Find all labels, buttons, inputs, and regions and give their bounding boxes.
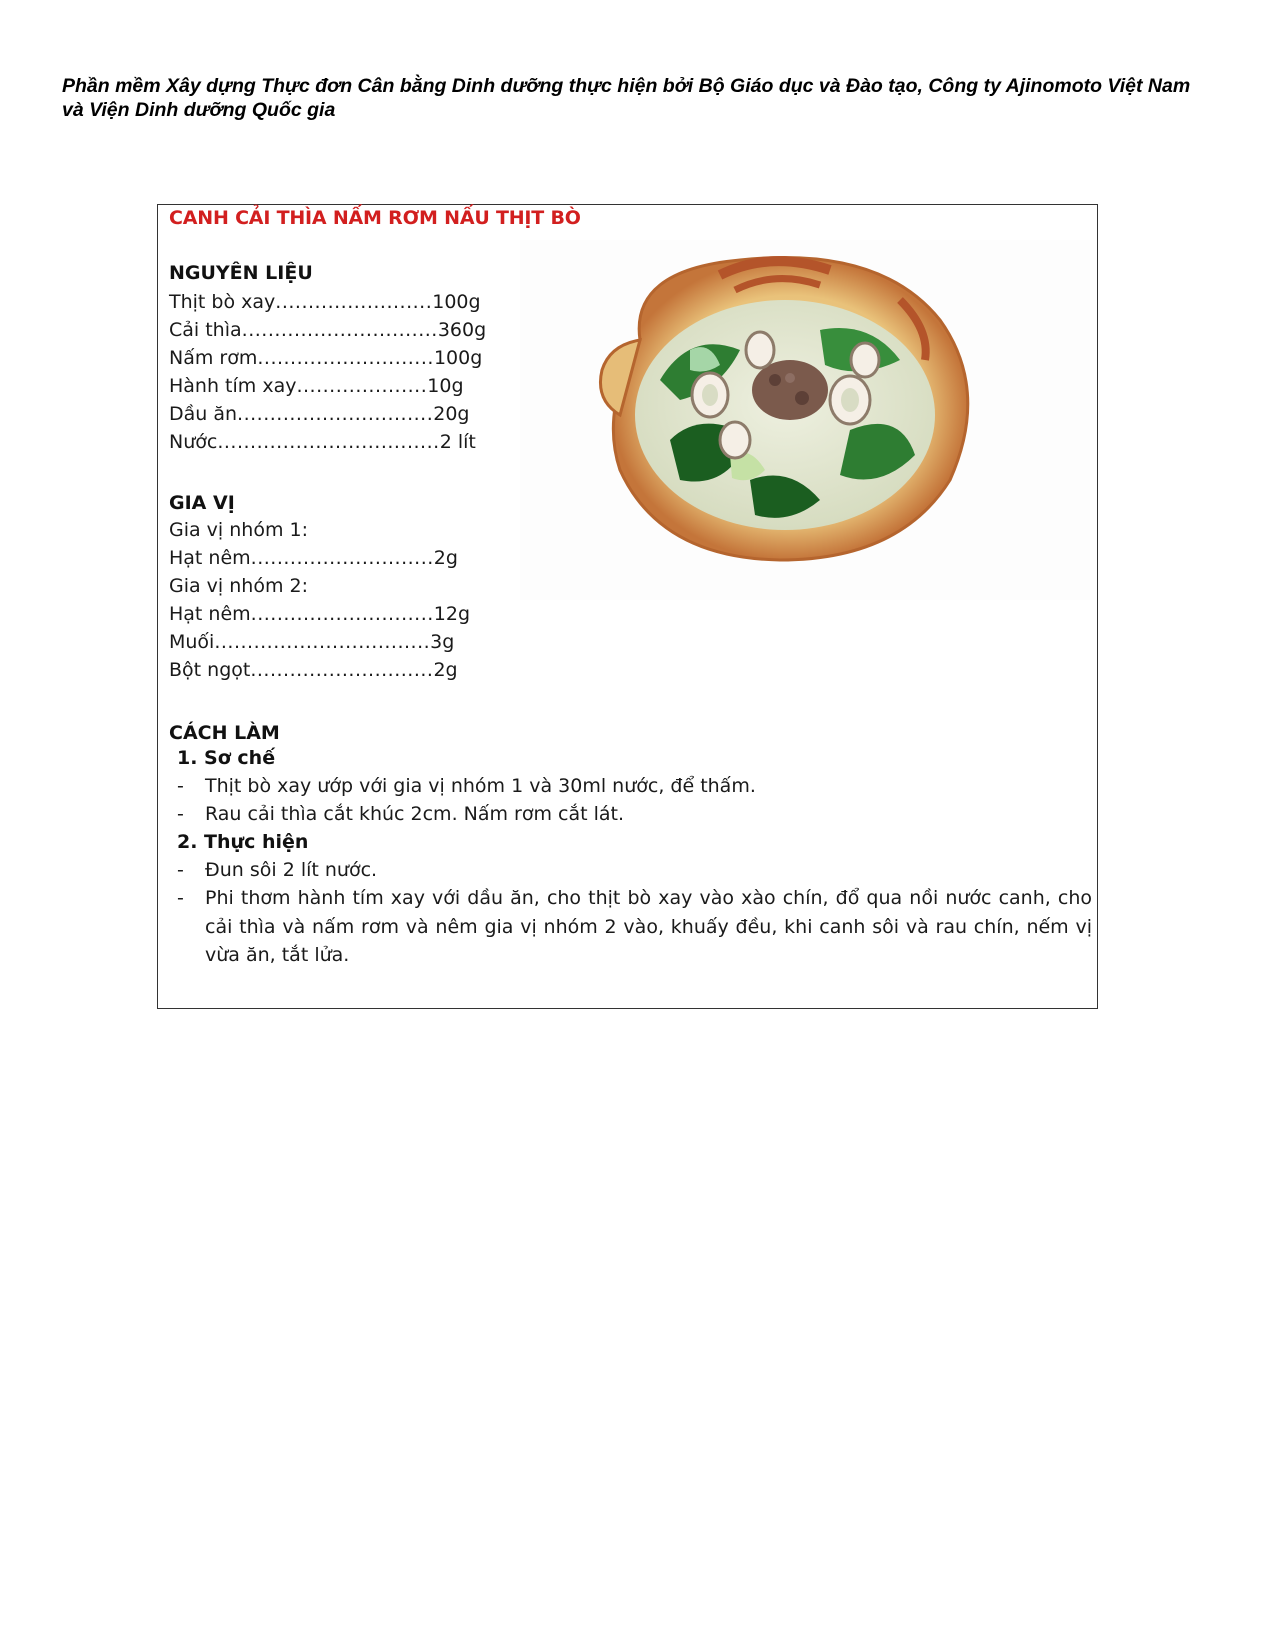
spice-group-label: Gia vị nhóm 1: (169, 519, 308, 541)
bullet-dash: - (177, 803, 184, 825)
ingredient-line (169, 428, 476, 456)
ingredient-amount: 100g (433, 347, 483, 369)
step-heading: 1. Sơ chế (177, 747, 276, 769)
ingredient-line (169, 288, 481, 316)
spice-group-label: Gia vị nhóm 2: (169, 575, 308, 597)
ingredient-name: Cải thìa (169, 319, 242, 341)
leader-dots: .................... (296, 375, 428, 397)
step-item (177, 800, 1092, 829)
spice-line (169, 656, 458, 684)
leader-dots: ............................ (250, 547, 434, 569)
spice-amount: 3g (430, 631, 455, 653)
leader-dots: ........................ (275, 291, 433, 313)
ingredient-name: Hành tím xay (169, 375, 297, 397)
ingredient-name: Thịt bò xay (169, 291, 276, 313)
ingredient-name: Nước (169, 431, 218, 453)
recipe-title: CANH CẢI THÌA NẤM RƠM NẤU THỊT BÒ (169, 207, 581, 229)
leader-dots: .............................. (237, 403, 434, 425)
spice-amount: 2g (433, 659, 458, 681)
spice-line (169, 544, 458, 572)
ingredient-line (169, 316, 486, 344)
step-item-text: Rau cải thìa cắt khúc 2cm. Nấm rơm cắt lát. (205, 803, 625, 825)
leader-dots: ............................ (250, 603, 434, 625)
dish-photo (520, 240, 1090, 600)
step-item-text: Thịt bò xay ướp với gia vị nhóm 1 và 30ml nước, để thấm. (205, 775, 756, 797)
ingredients-heading: NGUYÊN LIỆU (169, 262, 313, 284)
ingredient-amount: 360g (437, 319, 487, 341)
ingredient-name: Dầu ăn (169, 403, 238, 425)
step-item-text: Đun sôi 2 lít nước. (205, 859, 378, 881)
ingredient-line (169, 400, 469, 428)
step-item (177, 772, 1092, 801)
leader-dots: .............................. (241, 319, 438, 341)
spice-name: Hạt nêm (169, 547, 251, 569)
method-heading: CÁCH LÀM (169, 722, 280, 744)
leader-dots: .................................. (217, 431, 440, 453)
step-item (177, 884, 1092, 970)
spice-line (169, 628, 454, 656)
ingredient-line (169, 372, 464, 400)
leader-dots: ................................. (214, 631, 431, 653)
step-item (177, 856, 1092, 885)
soup-bowl-illustration (520, 240, 1090, 600)
leader-dots: ........................... (257, 347, 434, 369)
spices-heading: GIA VỊ (169, 492, 235, 514)
step-item-text: Phi thơm hành tím xay với dầu ăn, cho thịt bò xay vào xào chín, đổ qua nồi nước canh, cho cải thìa và nấm rơm và nêm gia vị nhóm 2 vào, khuấy đều, khi canh sôi và rau chín, nếm vị vừa ăn, tắt lửa. (205, 887, 1092, 966)
ingredient-name: Nấm rơm (169, 347, 258, 369)
bullet-dash: - (177, 859, 184, 881)
spice-name: Bột ngọt (169, 659, 251, 681)
spice-name: Muối (169, 631, 215, 653)
ingredient-amount: 10g (427, 375, 464, 397)
spice-amount: 12g (433, 603, 471, 625)
bullet-dash: - (177, 775, 184, 797)
ingredient-amount: 100g (432, 291, 481, 313)
step-heading: 2. Thực hiện (177, 831, 309, 853)
spice-line (169, 600, 470, 628)
ingredient-amount: 2 lít (439, 431, 476, 453)
ingredient-amount: 20g (433, 403, 470, 425)
spice-amount: 2g (433, 547, 458, 569)
spice-name: Hạt nêm (169, 603, 251, 625)
bullet-dash: - (177, 887, 184, 909)
leader-dots: ............................ (250, 659, 434, 681)
ingredient-line (169, 344, 482, 372)
document-header: Phần mềm Xây dựng Thực đơn Cân bằng Dinh dưỡng thực hiện bởi Bộ Giáo dục và Đào tạo, Công ty Ajinomoto Việt Nam và Viện Dinh dưỡng Quốc gia (62, 75, 1191, 121)
